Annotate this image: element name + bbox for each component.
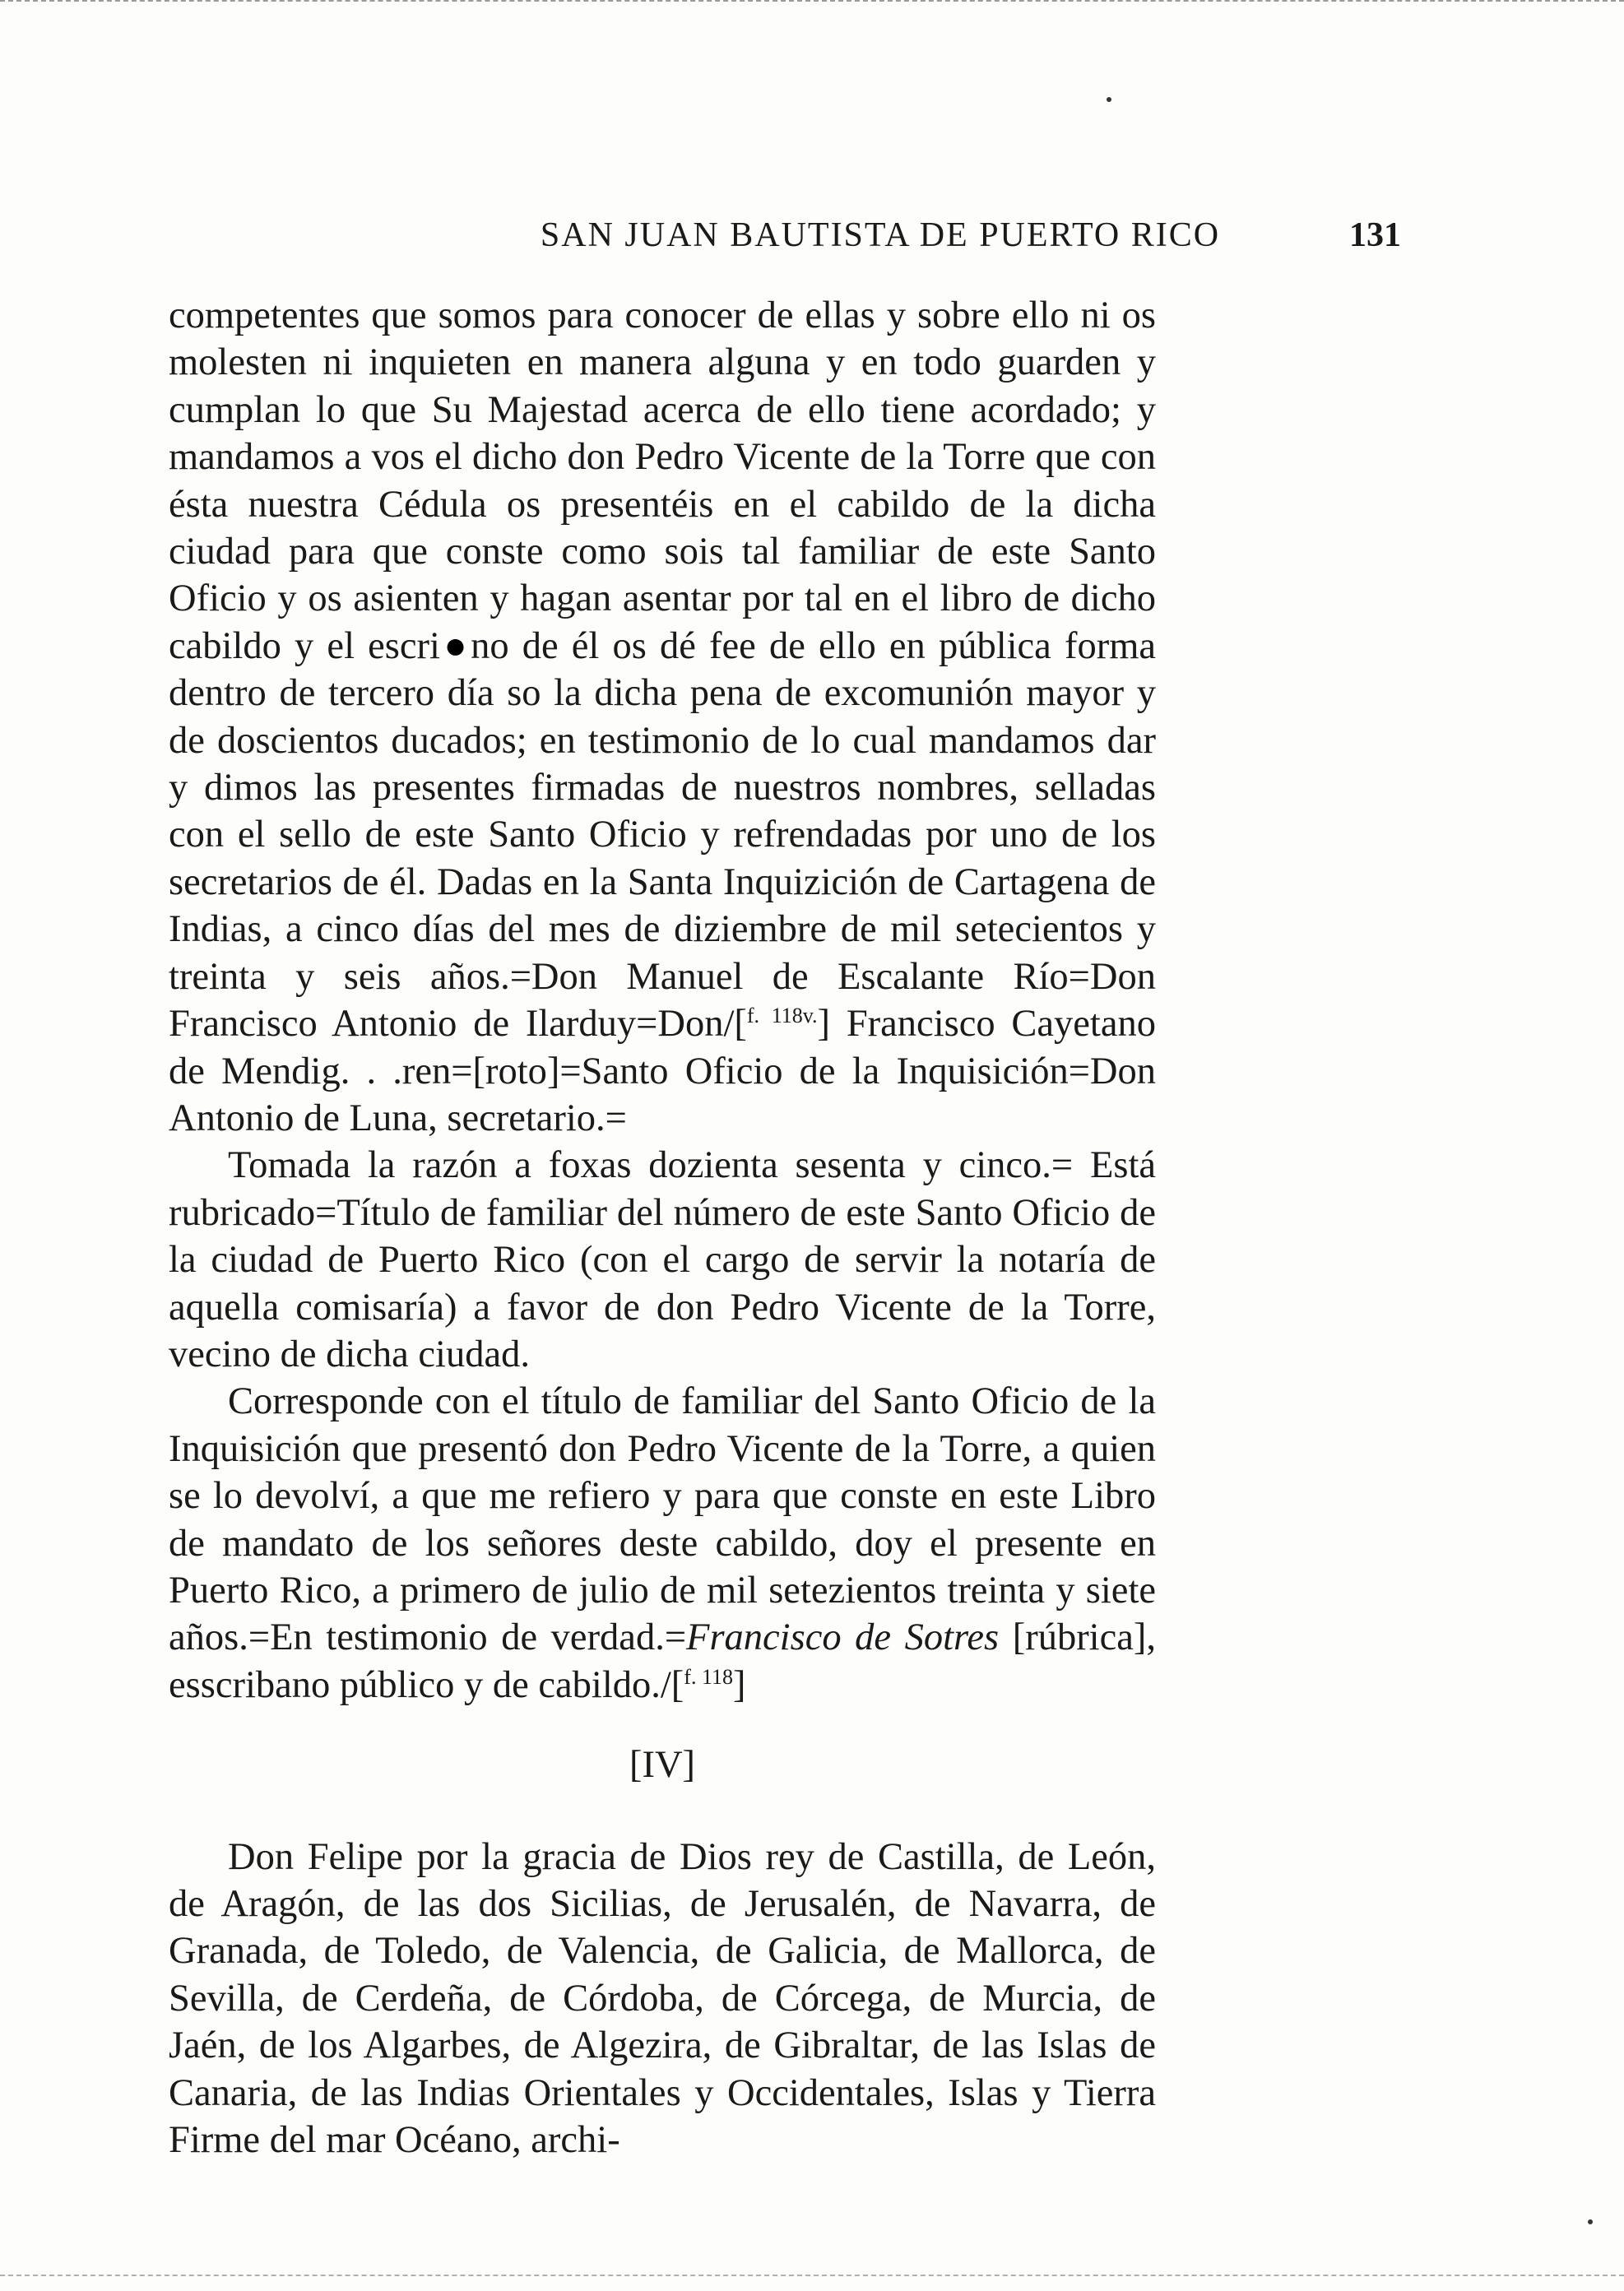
running-head	[169, 216, 1320, 255]
running-title: SAN JUAN BAUTISTA DE PUERTO RICO	[540, 216, 1221, 254]
paragraph-1-part-b: no de él os dé fee de ello en pública forma dentro de tercero día so la dicha pena de excomunión mayor y de doscientos ducados; en testimonio de lo cual mandamos dar y dimos las presentes firmadas de nuestros nombres, selladas con el sello de este Santo Oficio y refrendadas por uno de los secretarios de él. Dadas en la Santa Inquizición de Cartagena de Indias, a cinco días del mes de diziembre de mil setecientos y treinta y seis años.=Don Manuel de Escalante Río=Don Francisco Antonio de Ilarduy=Don/[	[169, 624, 1157, 1046]
ink-blot: ●	[439, 624, 471, 667]
folio-reference: f. 118v.	[746, 1004, 818, 1028]
paragraph-3-part-a: Corresponde con el título de familiar del Santo Oficio de la Inquisición que presentó don Pedro Vicente de la Torre, a quien se lo devolví, a que me refiero y para que conste en este Libro de mandato de los señores deste cabildo, doy el presente en Puerto Rico, a primero de julio de mil setezientos treinta y siete años.=En testimonio de verdad.=	[169, 1380, 1156, 1659]
paragraph-1	[169, 292, 1156, 1142]
paragraph-3	[169, 1378, 1156, 1709]
paragraph-3-part-c: ]	[732, 1663, 746, 1706]
paragraph-1-part-c: ] Francisco Cayetano de Mendig. . .ren=[roto]=Santo Oficio de la Inquisición=Don Antonio de Luna, secretario.=	[169, 1003, 1156, 1139]
folio-reference: f. 118	[684, 1664, 733, 1689]
scribe-signature: Francisco de Sotres	[686, 1616, 1000, 1659]
paragraph-2: Tomada la razón a foxas dozienta sesenta y cinco.= Está rubricado=Título de familiar del número de este Santo Oficio de la ciudad de Puerto Rico (con el cargo de servir la notaría de aquella comisaría) a favor de don Pedro Vicente de la Torre, vecino de dicha ciudad.	[169, 1144, 1156, 1375]
paragraph-3-part-b: [rúbrica], esscribano público y de cabildo./[	[169, 1616, 1156, 1706]
bottom-edge-rule	[0, 2275, 1624, 2279]
paper-speck	[1588, 2219, 1593, 2224]
paragraph-4: Don Felipe por la gracia de Dios rey de Castilla, de León, de Aragón, de las dos Sicilias, de Jerusalén, de Navarra, de Granada, de Toledo, de Valencia, de Galicia, de Mallorca, de Sevilla, de Cerdeña, de Córdoba, de Córcega, de Murcia, de Jaén, de los Algarbes, de Algezira, de Gibraltar, de las Islas de Canaria, de las Indias Orientales y Occidentales, Islas y Tierra Firme del mar Océano, archi-	[169, 1835, 1156, 2162]
page-number: 131	[1349, 216, 1401, 254]
body-text	[169, 292, 1156, 2163]
top-edge-rule	[0, 0, 1624, 5]
paper-speck	[1107, 97, 1111, 102]
paragraph-1-part-a: competentes que somos para conocer de ellas y sobre ello ni os molesten ni inquieten en manera alguna y en todo guarden y cumplan lo que Su Majestad acerca de ello tiene acordado; y mandamos a vos el dicho don Pedro Vicente de la Torre que con ésta nuestra Cédula os presentéis en el cabildo de la dicha ciudad para que conste como sois tal familiar de este Santo Oficio y os asienten y hagan asentar por tal en el libro de dicho cabildo y el escri	[169, 294, 1156, 667]
section-number: [IV]	[629, 1744, 696, 1787]
